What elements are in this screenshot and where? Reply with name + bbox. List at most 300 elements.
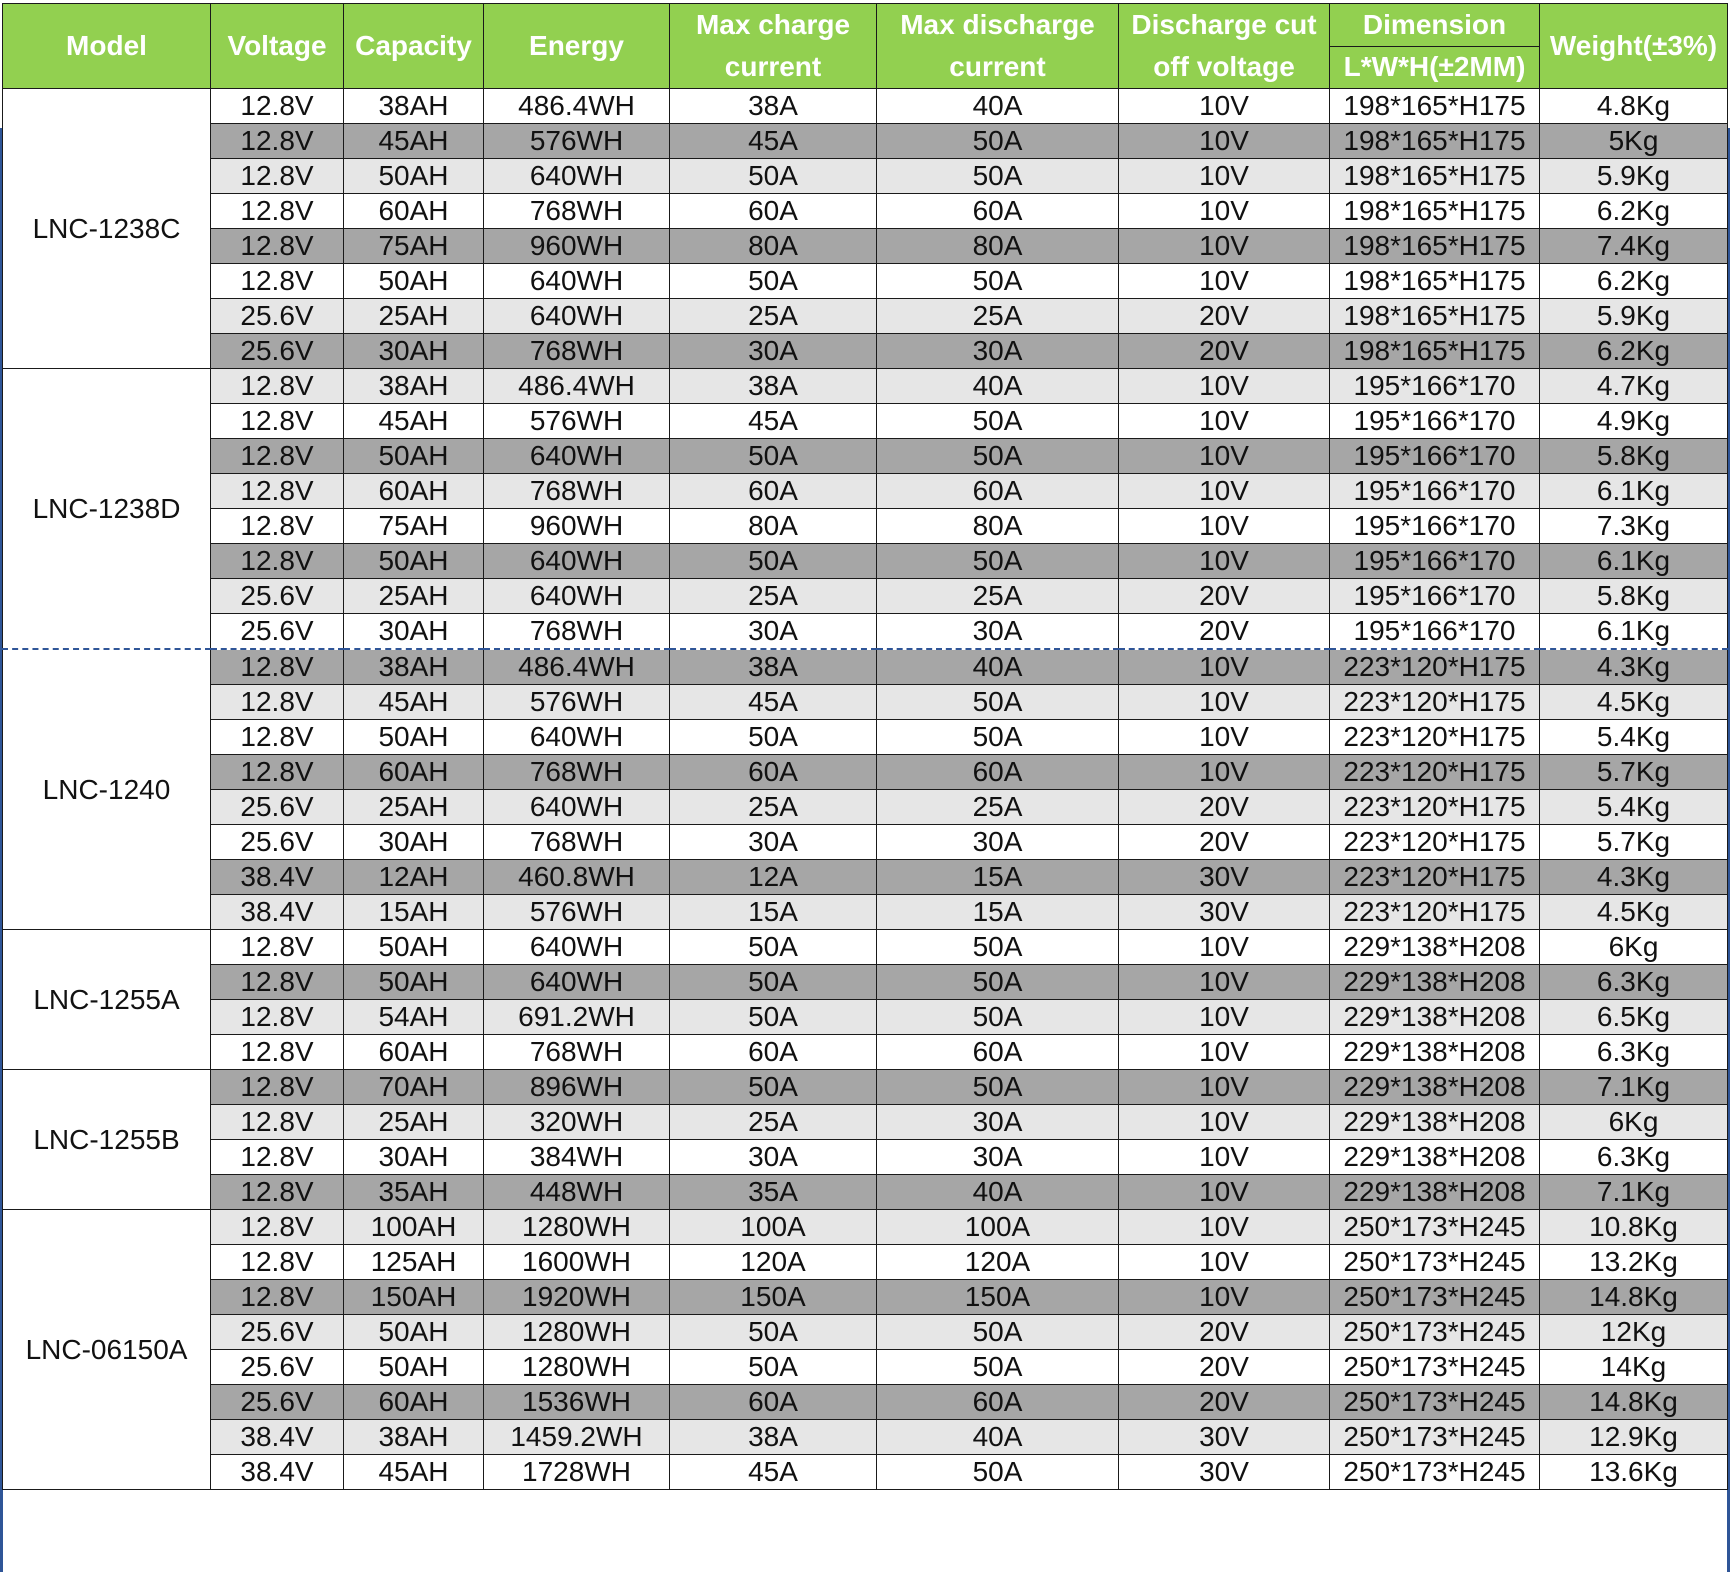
voltage-cell: 12.8V	[211, 1105, 344, 1140]
capacity-cell: 38AH	[344, 369, 484, 404]
max-charge-cell: 30A	[670, 1140, 877, 1175]
cutoff-cell: 10V	[1119, 930, 1330, 965]
model-cell: LNC-1240	[3, 649, 211, 930]
dimension-cell: 195*166*170	[1330, 509, 1540, 544]
dimension-cell: 250*173*H245	[1330, 1210, 1540, 1245]
weight-cell: 7.3Kg	[1540, 509, 1728, 544]
voltage-cell: 25.6V	[211, 614, 344, 650]
dimension-cell: 195*166*170	[1330, 404, 1540, 439]
header-weight: Weight(±3%)	[1540, 4, 1728, 89]
voltage-cell: 12.8V	[211, 1035, 344, 1070]
table-row	[3, 1000, 1728, 1035]
cutoff-cell: 30V	[1119, 860, 1330, 895]
capacity-cell: 50AH	[344, 720, 484, 755]
model-cell: LNC-06150A	[3, 1210, 211, 1490]
weight-cell: 6.3Kg	[1540, 1140, 1728, 1175]
max-charge-cell: 50A	[670, 159, 877, 194]
weight-cell: 6.1Kg	[1540, 614, 1728, 650]
energy-cell: 640WH	[484, 299, 670, 334]
max-discharge-cell: 80A	[877, 509, 1119, 544]
max-discharge-cell: 50A	[877, 439, 1119, 474]
max-discharge-cell: 120A	[877, 1245, 1119, 1280]
max-discharge-cell: 30A	[877, 614, 1119, 650]
dimension-cell: 195*166*170	[1330, 474, 1540, 509]
energy-cell: 640WH	[484, 965, 670, 1000]
max-discharge-cell: 50A	[877, 124, 1119, 159]
dimension-cell: 229*138*H208	[1330, 1000, 1540, 1035]
energy-cell: 768WH	[484, 755, 670, 790]
max-charge-cell: 45A	[670, 685, 877, 720]
voltage-cell: 12.8V	[211, 1245, 344, 1280]
energy-cell: 1600WH	[484, 1245, 670, 1280]
max-charge-cell: 80A	[670, 229, 877, 264]
dimension-cell: 250*173*H245	[1330, 1245, 1540, 1280]
voltage-cell: 12.8V	[211, 1175, 344, 1210]
cutoff-cell: 10V	[1119, 965, 1330, 1000]
max-discharge-cell: 50A	[877, 965, 1119, 1000]
weight-cell: 5.8Kg	[1540, 579, 1728, 614]
cutoff-cell: 10V	[1119, 369, 1330, 404]
capacity-cell: 25AH	[344, 1105, 484, 1140]
dimension-cell: 223*120*H175	[1330, 895, 1540, 930]
capacity-cell: 54AH	[344, 1000, 484, 1035]
table-row	[3, 1105, 1728, 1140]
model-cell: LNC-1255A	[3, 930, 211, 1070]
voltage-cell: 12.8V	[211, 930, 344, 965]
max-charge-cell: 30A	[670, 825, 877, 860]
table-row	[3, 1455, 1728, 1490]
max-charge-cell: 60A	[670, 474, 877, 509]
weight-cell: 12.9Kg	[1540, 1420, 1728, 1455]
weight-cell: 6.3Kg	[1540, 1035, 1728, 1070]
energy-cell: 640WH	[484, 930, 670, 965]
dimension-cell: 229*138*H208	[1330, 1035, 1540, 1070]
voltage-cell: 25.6V	[211, 299, 344, 334]
capacity-cell: 50AH	[344, 965, 484, 1000]
cutoff-cell: 10V	[1119, 1245, 1330, 1280]
energy-cell: 1920WH	[484, 1280, 670, 1315]
weight-cell: 6.1Kg	[1540, 544, 1728, 579]
energy-cell: 691.2WH	[484, 1000, 670, 1035]
capacity-cell: 35AH	[344, 1175, 484, 1210]
model-cell: LNC-1255B	[3, 1070, 211, 1210]
capacity-cell: 25AH	[344, 579, 484, 614]
dimension-cell: 198*165*H175	[1330, 299, 1540, 334]
energy-cell: 486.4WH	[484, 649, 670, 685]
table-row	[3, 89, 1728, 124]
cutoff-cell: 10V	[1119, 1140, 1330, 1175]
weight-cell: 4.3Kg	[1540, 860, 1728, 895]
voltage-cell: 12.8V	[211, 474, 344, 509]
header-max-discharge-line2: current	[949, 51, 1046, 82]
max-charge-cell: 25A	[670, 1105, 877, 1140]
table-row	[3, 1420, 1728, 1455]
voltage-cell: 12.8V	[211, 1000, 344, 1035]
cutoff-cell: 20V	[1119, 1385, 1330, 1420]
capacity-cell: 38AH	[344, 649, 484, 685]
energy-cell: 640WH	[484, 720, 670, 755]
capacity-cell: 12AH	[344, 860, 484, 895]
table-row	[3, 159, 1728, 194]
max-charge-cell: 60A	[670, 1035, 877, 1070]
table-row	[3, 1385, 1728, 1420]
weight-cell: 6.1Kg	[1540, 474, 1728, 509]
dimension-cell: 250*173*H245	[1330, 1280, 1540, 1315]
max-discharge-cell: 50A	[877, 1070, 1119, 1105]
weight-cell: 4.9Kg	[1540, 404, 1728, 439]
voltage-cell: 12.8V	[211, 965, 344, 1000]
weight-cell: 4.3Kg	[1540, 649, 1728, 685]
capacity-cell: 50AH	[344, 159, 484, 194]
energy-cell: 768WH	[484, 614, 670, 650]
cutoff-cell: 10V	[1119, 194, 1330, 229]
weight-cell: 13.2Kg	[1540, 1245, 1728, 1280]
capacity-cell: 30AH	[344, 825, 484, 860]
voltage-cell: 25.6V	[211, 334, 344, 369]
cutoff-cell: 20V	[1119, 790, 1330, 825]
model-cell: LNC-1238C	[3, 89, 211, 369]
dimension-cell: 229*138*H208	[1330, 1105, 1540, 1140]
max-charge-cell: 38A	[670, 649, 877, 685]
max-charge-cell: 38A	[670, 369, 877, 404]
max-charge-cell: 50A	[670, 1070, 877, 1105]
max-charge-cell: 30A	[670, 334, 877, 369]
table-row	[3, 720, 1728, 755]
max-charge-cell: 50A	[670, 965, 877, 1000]
max-discharge-cell: 50A	[877, 264, 1119, 299]
table-row	[3, 1280, 1728, 1315]
cutoff-cell: 20V	[1119, 334, 1330, 369]
voltage-cell: 12.8V	[211, 89, 344, 124]
weight-cell: 5.8Kg	[1540, 439, 1728, 474]
cutoff-cell: 20V	[1119, 825, 1330, 860]
weight-cell: 5.9Kg	[1540, 159, 1728, 194]
header-max-charge-current	[670, 4, 877, 89]
header-dimension: Dimension	[1330, 4, 1540, 47]
voltage-cell: 12.8V	[211, 544, 344, 579]
capacity-cell: 25AH	[344, 790, 484, 825]
table-row	[3, 1140, 1728, 1175]
dimension-cell: 229*138*H208	[1330, 930, 1540, 965]
cutoff-cell: 10V	[1119, 404, 1330, 439]
dimension-cell: 198*165*H175	[1330, 89, 1540, 124]
header-energy: Energy	[484, 4, 670, 89]
energy-cell: 768WH	[484, 1035, 670, 1070]
table-row	[3, 1035, 1728, 1070]
max-discharge-cell: 100A	[877, 1210, 1119, 1245]
max-discharge-cell: 50A	[877, 1000, 1119, 1035]
energy-cell: 1728WH	[484, 1455, 670, 1490]
cutoff-cell: 10V	[1119, 124, 1330, 159]
cutoff-cell: 10V	[1119, 1000, 1330, 1035]
header-cutoff-line1: Discharge cut	[1131, 9, 1317, 40]
energy-cell: 576WH	[484, 685, 670, 720]
table-row	[3, 509, 1728, 544]
voltage-cell: 12.8V	[211, 194, 344, 229]
voltage-cell: 12.8V	[211, 439, 344, 474]
table-row	[3, 194, 1728, 229]
max-discharge-cell: 80A	[877, 229, 1119, 264]
weight-cell: 7.4Kg	[1540, 229, 1728, 264]
cutoff-cell: 20V	[1119, 299, 1330, 334]
dimension-cell: 223*120*H175	[1330, 755, 1540, 790]
cutoff-cell: 10V	[1119, 229, 1330, 264]
max-charge-cell: 120A	[670, 1245, 877, 1280]
energy-cell: 640WH	[484, 264, 670, 299]
weight-cell: 10.8Kg	[1540, 1210, 1728, 1245]
cutoff-cell: 10V	[1119, 1070, 1330, 1105]
table-row	[3, 544, 1728, 579]
voltage-cell: 38.4V	[211, 860, 344, 895]
energy-cell: 1459.2WH	[484, 1420, 670, 1455]
cutoff-cell: 10V	[1119, 720, 1330, 755]
capacity-cell: 50AH	[344, 544, 484, 579]
cutoff-cell: 10V	[1119, 159, 1330, 194]
max-charge-cell: 50A	[670, 1315, 877, 1350]
dimension-cell: 250*173*H245	[1330, 1350, 1540, 1385]
max-charge-cell: 50A	[670, 1350, 877, 1385]
max-charge-cell: 50A	[670, 544, 877, 579]
max-discharge-cell: 15A	[877, 860, 1119, 895]
max-charge-cell: 100A	[670, 1210, 877, 1245]
capacity-cell: 60AH	[344, 1385, 484, 1420]
voltage-cell: 12.8V	[211, 264, 344, 299]
energy-cell: 768WH	[484, 194, 670, 229]
capacity-cell: 50AH	[344, 264, 484, 299]
weight-cell: 6.5Kg	[1540, 1000, 1728, 1035]
max-discharge-cell: 60A	[877, 194, 1119, 229]
max-discharge-cell: 50A	[877, 159, 1119, 194]
dimension-cell: 195*166*170	[1330, 369, 1540, 404]
voltage-cell: 25.6V	[211, 825, 344, 860]
max-discharge-cell: 60A	[877, 474, 1119, 509]
max-charge-cell: 25A	[670, 790, 877, 825]
dimension-cell: 223*120*H175	[1330, 685, 1540, 720]
cutoff-cell: 10V	[1119, 474, 1330, 509]
table-row	[3, 1245, 1728, 1280]
energy-cell: 960WH	[484, 509, 670, 544]
table-body	[3, 89, 1728, 1490]
cutoff-cell: 30V	[1119, 895, 1330, 930]
table-row	[3, 755, 1728, 790]
table-row	[3, 229, 1728, 264]
voltage-cell: 12.8V	[211, 649, 344, 685]
weight-cell: 14.8Kg	[1540, 1280, 1728, 1315]
capacity-cell: 30AH	[344, 1140, 484, 1175]
voltage-cell: 12.8V	[211, 755, 344, 790]
capacity-cell: 15AH	[344, 895, 484, 930]
capacity-cell: 45AH	[344, 404, 484, 439]
voltage-cell: 25.6V	[211, 1315, 344, 1350]
dimension-cell: 223*120*H175	[1330, 790, 1540, 825]
weight-cell: 5.4Kg	[1540, 790, 1728, 825]
dimension-cell: 229*138*H208	[1330, 1175, 1540, 1210]
weight-cell: 12Kg	[1540, 1315, 1728, 1350]
weight-cell: 4.5Kg	[1540, 685, 1728, 720]
weight-cell: 6.2Kg	[1540, 334, 1728, 369]
capacity-cell: 45AH	[344, 124, 484, 159]
energy-cell: 768WH	[484, 334, 670, 369]
capacity-cell: 75AH	[344, 509, 484, 544]
voltage-cell: 25.6V	[211, 790, 344, 825]
capacity-cell: 38AH	[344, 89, 484, 124]
cutoff-cell: 20V	[1119, 614, 1330, 650]
energy-cell: 460.8WH	[484, 860, 670, 895]
table-row	[3, 1350, 1728, 1385]
capacity-cell: 75AH	[344, 229, 484, 264]
weight-cell: 4.8Kg	[1540, 89, 1728, 124]
max-discharge-cell: 30A	[877, 1105, 1119, 1140]
cutoff-cell: 20V	[1119, 1315, 1330, 1350]
energy-cell: 768WH	[484, 825, 670, 860]
dimension-cell: 250*173*H245	[1330, 1420, 1540, 1455]
dimension-cell: 250*173*H245	[1330, 1315, 1540, 1350]
voltage-cell: 38.4V	[211, 1455, 344, 1490]
max-charge-cell: 15A	[670, 895, 877, 930]
weight-cell: 5Kg	[1540, 124, 1728, 159]
max-discharge-cell: 50A	[877, 1315, 1119, 1350]
table-header	[3, 4, 1728, 89]
cutoff-cell: 30V	[1119, 1420, 1330, 1455]
capacity-cell: 38AH	[344, 1420, 484, 1455]
weight-cell: 14Kg	[1540, 1350, 1728, 1385]
dimension-cell: 223*120*H175	[1330, 860, 1540, 895]
max-charge-cell: 38A	[670, 1420, 877, 1455]
cutoff-cell: 10V	[1119, 264, 1330, 299]
dimension-cell: 198*165*H175	[1330, 194, 1540, 229]
max-charge-cell: 60A	[670, 755, 877, 790]
weight-cell: 4.5Kg	[1540, 895, 1728, 930]
cutoff-cell: 10V	[1119, 509, 1330, 544]
capacity-cell: 70AH	[344, 1070, 484, 1105]
table-row	[3, 930, 1728, 965]
max-charge-cell: 35A	[670, 1175, 877, 1210]
capacity-cell: 50AH	[344, 930, 484, 965]
max-charge-cell: 50A	[670, 264, 877, 299]
table-row	[3, 860, 1728, 895]
voltage-cell: 38.4V	[211, 895, 344, 930]
max-charge-cell: 60A	[670, 1385, 877, 1420]
energy-cell: 320WH	[484, 1105, 670, 1140]
header-dimension-sub: L*W*H(±2MM)	[1330, 46, 1540, 89]
weight-cell: 4.7Kg	[1540, 369, 1728, 404]
header-max-discharge-current	[877, 4, 1119, 89]
max-discharge-cell: 15A	[877, 895, 1119, 930]
max-charge-cell: 50A	[670, 720, 877, 755]
dimension-cell: 195*166*170	[1330, 544, 1540, 579]
header-capacity: Capacity	[344, 4, 484, 89]
max-discharge-cell: 40A	[877, 1420, 1119, 1455]
capacity-cell: 25AH	[344, 299, 484, 334]
voltage-cell: 12.8V	[211, 1280, 344, 1315]
voltage-cell: 25.6V	[211, 1350, 344, 1385]
dimension-cell: 229*138*H208	[1330, 1070, 1540, 1105]
max-charge-cell: 45A	[670, 1455, 877, 1490]
cutoff-cell: 10V	[1119, 1035, 1330, 1070]
cutoff-cell: 10V	[1119, 439, 1330, 474]
capacity-cell: 125AH	[344, 1245, 484, 1280]
table-row	[3, 299, 1728, 334]
capacity-cell: 50AH	[344, 439, 484, 474]
max-discharge-cell: 60A	[877, 1385, 1119, 1420]
table-row	[3, 264, 1728, 299]
voltage-cell: 12.8V	[211, 369, 344, 404]
header-voltage: Voltage	[211, 4, 344, 89]
max-discharge-cell: 40A	[877, 649, 1119, 685]
max-charge-cell: 150A	[670, 1280, 877, 1315]
capacity-cell: 45AH	[344, 1455, 484, 1490]
dimension-cell: 198*165*H175	[1330, 159, 1540, 194]
cutoff-cell: 10V	[1119, 1210, 1330, 1245]
table-row	[3, 124, 1728, 159]
battery-spec-table	[2, 3, 1728, 1490]
max-discharge-cell: 30A	[877, 1140, 1119, 1175]
max-discharge-cell: 30A	[877, 334, 1119, 369]
weight-cell: 6.2Kg	[1540, 194, 1728, 229]
table-row	[3, 1175, 1728, 1210]
max-discharge-cell: 40A	[877, 89, 1119, 124]
weight-cell: 6.3Kg	[1540, 965, 1728, 1000]
energy-cell: 960WH	[484, 229, 670, 264]
max-charge-cell: 38A	[670, 89, 877, 124]
table-row	[3, 579, 1728, 614]
voltage-cell: 12.8V	[211, 685, 344, 720]
weight-cell: 14.8Kg	[1540, 1385, 1728, 1420]
voltage-cell: 38.4V	[211, 1420, 344, 1455]
table-row	[3, 474, 1728, 509]
energy-cell: 576WH	[484, 895, 670, 930]
energy-cell: 640WH	[484, 439, 670, 474]
dimension-cell: 198*165*H175	[1330, 229, 1540, 264]
max-discharge-cell: 50A	[877, 720, 1119, 755]
voltage-cell: 12.8V	[211, 159, 344, 194]
voltage-cell: 12.8V	[211, 1140, 344, 1175]
max-discharge-cell: 25A	[877, 299, 1119, 334]
voltage-cell: 12.8V	[211, 404, 344, 439]
max-charge-cell: 25A	[670, 299, 877, 334]
max-discharge-cell: 40A	[877, 369, 1119, 404]
capacity-cell: 150AH	[344, 1280, 484, 1315]
header-max-discharge-line1: Max discharge	[900, 9, 1095, 40]
energy-cell: 768WH	[484, 474, 670, 509]
table-row	[3, 649, 1728, 685]
weight-cell: 5.7Kg	[1540, 755, 1728, 790]
max-discharge-cell: 25A	[877, 579, 1119, 614]
table-row	[3, 334, 1728, 369]
capacity-cell: 100AH	[344, 1210, 484, 1245]
dimension-cell: 195*166*170	[1330, 439, 1540, 474]
table-row	[3, 790, 1728, 825]
dimension-cell: 223*120*H175	[1330, 649, 1540, 685]
max-discharge-cell: 150A	[877, 1280, 1119, 1315]
table-row	[3, 685, 1728, 720]
dimension-cell: 198*165*H175	[1330, 264, 1540, 299]
cutoff-cell: 10V	[1119, 685, 1330, 720]
header-cutoff-voltage	[1119, 4, 1330, 89]
energy-cell: 576WH	[484, 124, 670, 159]
cutoff-cell: 20V	[1119, 1350, 1330, 1385]
voltage-cell: 12.8V	[211, 229, 344, 264]
capacity-cell: 60AH	[344, 1035, 484, 1070]
energy-cell: 640WH	[484, 544, 670, 579]
cutoff-cell: 10V	[1119, 1280, 1330, 1315]
dimension-cell: 223*120*H175	[1330, 720, 1540, 755]
dimension-cell: 250*173*H245	[1330, 1385, 1540, 1420]
max-charge-cell: 30A	[670, 614, 877, 650]
energy-cell: 1536WH	[484, 1385, 670, 1420]
cutoff-cell: 20V	[1119, 579, 1330, 614]
weight-cell: 6Kg	[1540, 930, 1728, 965]
